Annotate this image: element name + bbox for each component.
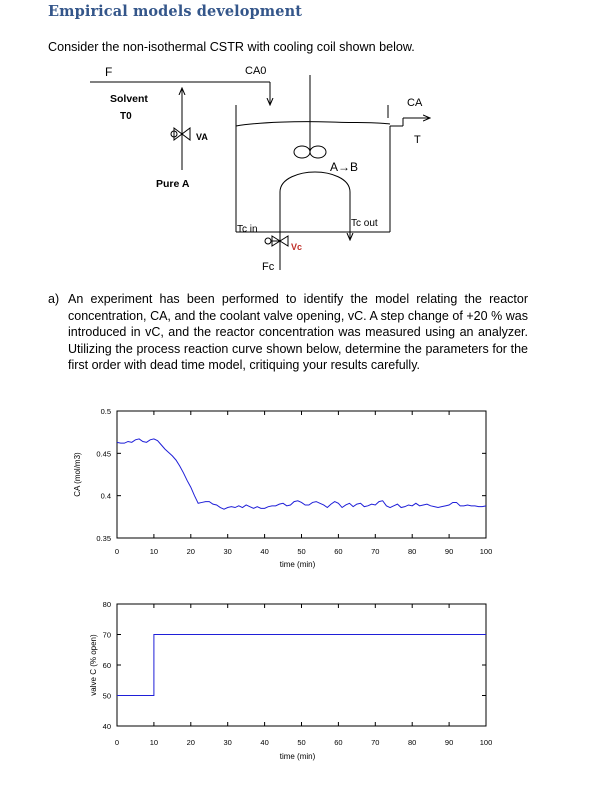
chart1-xlabel: time (min) — [279, 560, 316, 569]
chart1-xtick-label: 30 — [223, 547, 232, 556]
chart2-xtick-label: 80 — [408, 738, 417, 747]
chart1-xtick-label: 40 — [260, 547, 269, 556]
chart1-ytick-label: 0.4 — [100, 491, 111, 501]
chart1-series-line — [117, 439, 486, 509]
chart2-xtick-label: 10 — [149, 738, 159, 747]
chart1-xtick-label: 20 — [186, 547, 195, 556]
chart1-xtick-label: 60 — [334, 547, 343, 556]
label-reaction: A→B — [330, 160, 359, 174]
label-solvent: Solvent — [110, 93, 148, 105]
page-title: Empirical models development — [48, 3, 303, 20]
chart2-ytick-label: 50 — [102, 691, 111, 701]
chart1-ytick-label: 0.45 — [96, 449, 111, 459]
label-T0: T0 — [120, 111, 132, 122]
chart1-xtick-label: 50 — [297, 547, 306, 556]
question-label: a) — [48, 292, 60, 306]
chart1-xtick-label: 70 — [371, 547, 380, 556]
chart2-xtick-label: 30 — [223, 738, 232, 747]
label-vc: Vc — [291, 242, 303, 252]
label-Tc-in: Tc in — [237, 224, 258, 235]
question-text: An experiment has been performed to identify the model relating the reactor concentration, CA, and the coolant valve opening, vC. A step change of +20 % was introduced in vC, and the reactor concentration was measured using an analyzer. Utilizing the process reaction curve shown below, determine the parameters for the first order with dead time model, critiquing your results carefully. — [68, 292, 528, 372]
chart2-xtick-label: 40 — [260, 738, 269, 747]
label-Fc: Fc — [262, 261, 275, 273]
chart1-xtick-label: 80 — [408, 547, 417, 556]
chart2-xlabel: time (min) — [279, 752, 316, 761]
chart2-ytick-label: 40 — [102, 722, 111, 731]
label-vA: VA — [196, 132, 208, 142]
chart2-ytick-label: 80 — [102, 600, 111, 609]
chart2-xtick-label: 0 — [114, 738, 120, 747]
label-F: F — [105, 65, 113, 79]
label-CA: CA — [407, 97, 423, 109]
label-T: T — [414, 134, 421, 146]
chart2-frame — [117, 604, 486, 726]
chart1-xtick-label: 10 — [149, 547, 159, 556]
intro-text: Consider the non-isothermal CSTR with cooling coil shown below. — [48, 40, 415, 54]
chart2-xtick-label: 100 — [479, 738, 493, 747]
chart2-ytick-label: 70 — [102, 630, 111, 640]
chart1-xtick-label: 0 — [114, 547, 120, 556]
chart2-xtick-label: 90 — [444, 738, 454, 747]
label-pure-a: Pure A — [156, 178, 190, 190]
chart2-xtick-label: 60 — [334, 738, 343, 747]
chart1-ytick-label: 0.5 — [100, 407, 111, 416]
chart2-xtick-label: 50 — [297, 738, 306, 747]
chart2-ytick-label: 60 — [102, 661, 111, 670]
chart1-xtick-label: 100 — [479, 547, 493, 556]
chart2-xtick-label: 70 — [371, 738, 380, 747]
chart2-xtick-label: 20 — [186, 738, 195, 747]
chart1-frame — [117, 411, 486, 538]
chart1-ytick-label: 0.35 — [96, 534, 111, 543]
chart2-ylabel: valve C (% open) — [89, 634, 98, 696]
chart2-series-line — [117, 635, 486, 696]
label-CA0: CA0 — [245, 65, 267, 77]
chart1-xtick-label: 90 — [444, 547, 454, 556]
label-Tc-out: Tc out — [351, 218, 378, 229]
chart1-ylabel: CA (mol/m3) — [73, 452, 82, 497]
